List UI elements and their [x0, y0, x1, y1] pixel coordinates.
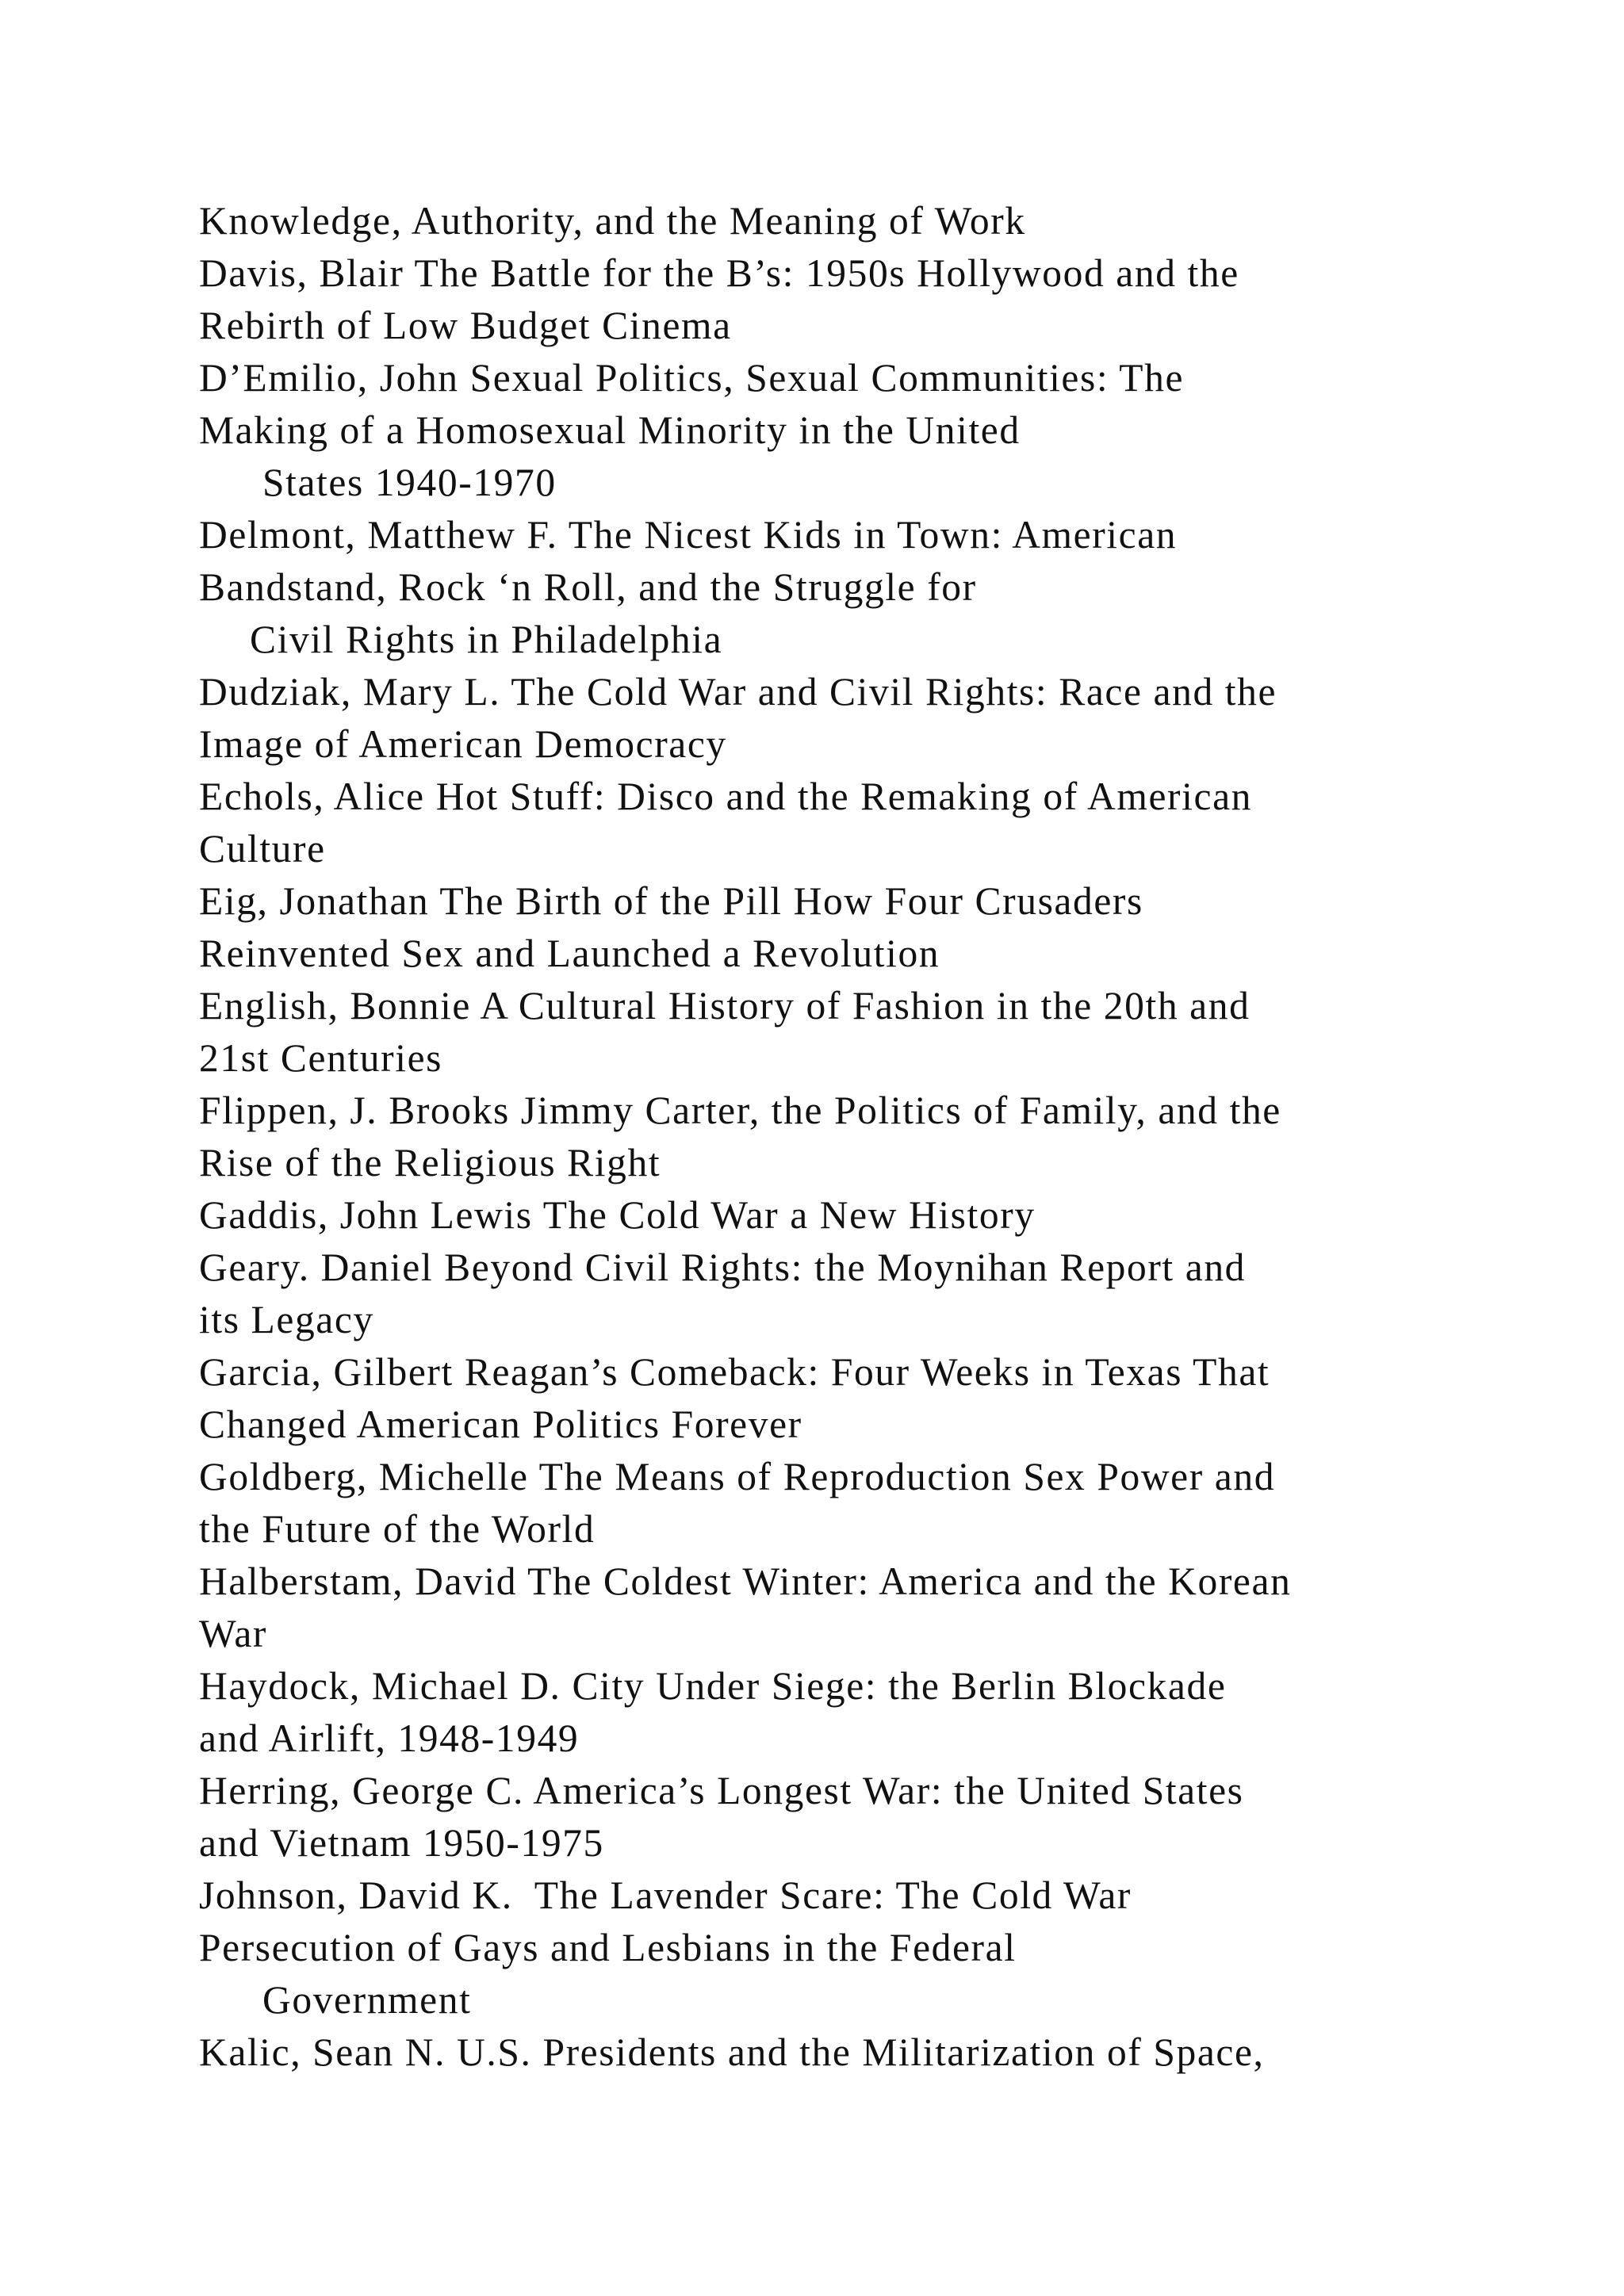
text-line-35: Government: [262, 1978, 472, 2022]
text-line-26: the Future of the World: [199, 1507, 596, 1551]
text-line-18: Flippen, J. Brooks Jimmy Carter, the Politics of Family, and the: [199, 1089, 1281, 1132]
text-line-6: States 1940-1970: [262, 461, 557, 504]
text-line-5: Making of a Homosexual Minority in the United: [199, 408, 1021, 452]
text-line-8: Bandstand, Rock ‘n Roll, and the Struggle for: [199, 565, 977, 609]
text-line-33: Johnson, David K. The Lavender Scare: The Cold War: [199, 1873, 1132, 1917]
text-line-2: Davis, Blair The Battle for the B’s: 1950s Hollywood and the: [199, 251, 1239, 295]
text-line-3: Rebirth of Low Budget Cinema: [199, 304, 732, 347]
text-line-12: Echols, Alice Hot Stuff: Disco and the Remaking of American: [199, 775, 1252, 818]
text-line-25: Goldberg, Michelle The Means of Reproduction Sex Power and: [199, 1455, 1276, 1498]
text-line-31: Herring, George C. America’s Longest War: the United States: [199, 1769, 1244, 1812]
text-line-36: Kalic, Sean N. U.S. Presidents and the Militarization of Space,: [199, 2030, 1265, 2074]
text-line-4: D’Emilio, John Sexual Politics, Sexual Communities: The: [199, 356, 1185, 400]
text-line-13: Culture: [199, 827, 326, 871]
text-line-1: Knowledge, Authority, and the Meaning of Work: [199, 199, 1026, 243]
text-line-14: Eig, Jonathan The Birth of the Pill How Four Crusaders: [199, 879, 1143, 923]
text-line-20: Gaddis, John Lewis The Cold War a New History: [199, 1193, 1036, 1237]
text-line-7: Delmont, Matthew F. The Nicest Kids in Town: American: [199, 513, 1178, 557]
text-line-10: Dudziak, Mary L. The Cold War and Civil Rights: Race and the: [199, 670, 1277, 714]
text-line-16: English, Bonnie A Cultural History of Fashion in the 20th and: [199, 984, 1251, 1027]
text-line-28: War: [199, 1612, 268, 1655]
text-line-30: and Airlift, 1948-1949: [199, 1716, 580, 1760]
text-line-27: Halberstam, David The Coldest Winter: America and the Korean: [199, 1559, 1292, 1603]
text-line-19: Rise of the Religious Right: [199, 1141, 661, 1184]
text-line-24: Changed American Politics Forever: [199, 1402, 802, 1446]
text-line-29: Haydock, Michael D. City Under Siege: the Berlin Blockade: [199, 1664, 1227, 1708]
text-line-21: Geary. Daniel Beyond Civil Rights: the Moynihan Report and: [199, 1246, 1247, 1289]
document-page: [199, 195, 1547, 2079]
text-line-9: Civil Rights in Philadelphia: [250, 618, 723, 661]
text-line-23: Garcia, Gilbert Reagan’s Comeback: Four Weeks in Texas That: [199, 1350, 1270, 1394]
text-line-22: its Legacy: [199, 1298, 374, 1341]
text-line-32: and Vietnam 1950-1975: [199, 1821, 604, 1865]
text-line-17: 21st Centuries: [199, 1036, 443, 1080]
text-line-34: Persecution of Gays and Lesbians in the Federal: [199, 1926, 1017, 1969]
text-line-15: Reinvented Sex and Launched a Revolution: [199, 932, 940, 975]
text-line-11: Image of American Democracy: [199, 722, 727, 766]
